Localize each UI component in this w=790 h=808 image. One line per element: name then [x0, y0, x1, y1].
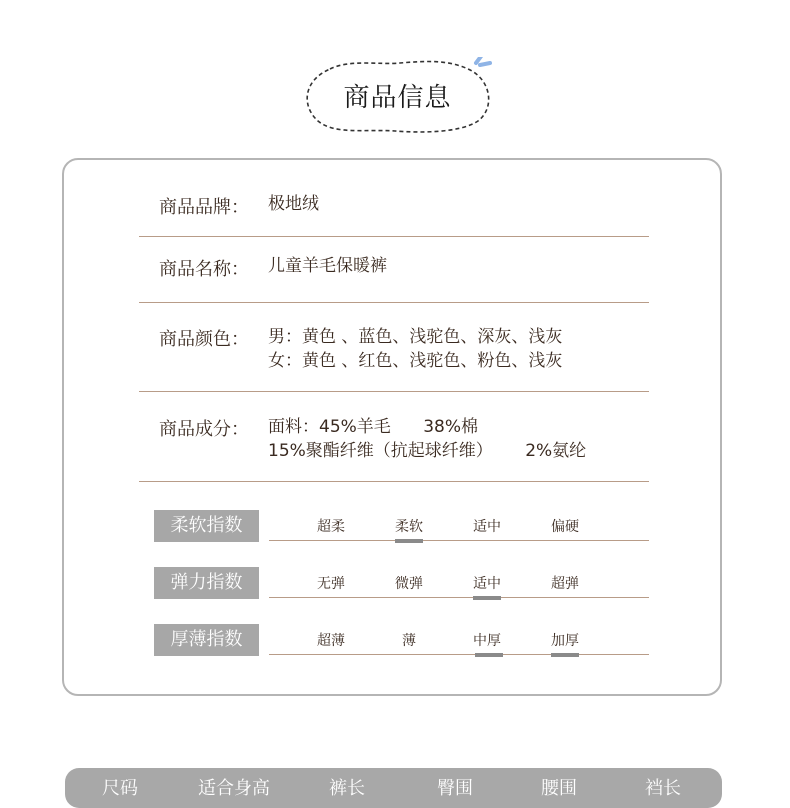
index-option: 适中 [473, 576, 501, 592]
index-option: 超薄 [317, 633, 345, 649]
divider [139, 391, 649, 392]
index-row-softness [64, 510, 720, 550]
divider [139, 481, 649, 482]
index-row-thickness [64, 624, 720, 664]
info-label: 商品名称： [159, 259, 249, 280]
selected-marker [473, 596, 501, 600]
divider [139, 302, 649, 303]
info-value-female: 女：黄色 、红色、浅驼色、粉色、浅灰 [268, 351, 563, 371]
size-col-length: 裤长 [329, 778, 365, 799]
index-label: 柔软指数 [154, 510, 259, 542]
info-value-fiber: 15%聚酯纤维（抗起球纤维） 2%氨纶 [268, 441, 587, 461]
page-title: 商品信息 [343, 83, 452, 113]
index-label: 厚薄指数 [154, 624, 259, 656]
size-col-hip: 臀围 [437, 778, 473, 799]
size-col-waist: 腰围 [541, 778, 577, 799]
index-option: 超柔 [317, 519, 345, 535]
index-baseline [269, 540, 649, 541]
index-baseline [269, 597, 649, 598]
info-value: 儿童羊毛保暖裤 [268, 256, 387, 276]
info-value-fabric: 面料：45%羊毛 38%棉 [268, 417, 478, 437]
info-label: 商品品牌： [159, 197, 249, 218]
index-option: 加厚 [551, 633, 579, 649]
index-option: 中厚 [473, 633, 501, 649]
selected-marker [551, 653, 579, 657]
index-option: 超弹 [551, 576, 579, 592]
index-option: 偏硬 [551, 519, 579, 535]
info-value: 极地绒 [268, 194, 319, 214]
product-info-card [62, 158, 722, 696]
info-label: 商品颜色： [159, 329, 249, 350]
info-label: 商品成分： [159, 419, 249, 440]
index-option: 微弹 [395, 576, 423, 592]
index-row-elasticity [64, 567, 720, 607]
size-col-height: 适合身高 [198, 778, 270, 799]
index-option: 无弹 [317, 576, 345, 592]
section-title-bubble [300, 57, 495, 137]
selected-marker [475, 653, 503, 657]
index-option: 薄 [402, 633, 416, 649]
info-value-male: 男：黄色 、蓝色、浅驼色、深灰、浅灰 [268, 327, 563, 347]
size-table-header [65, 768, 722, 808]
index-option: 适中 [473, 519, 501, 535]
index-label: 弹力指数 [154, 567, 259, 599]
selected-marker [395, 539, 423, 543]
divider [139, 236, 649, 237]
size-col-size: 尺码 [102, 778, 138, 799]
size-col-rise: 裆长 [645, 778, 681, 799]
index-baseline [269, 654, 649, 655]
index-option: 柔软 [395, 519, 423, 535]
